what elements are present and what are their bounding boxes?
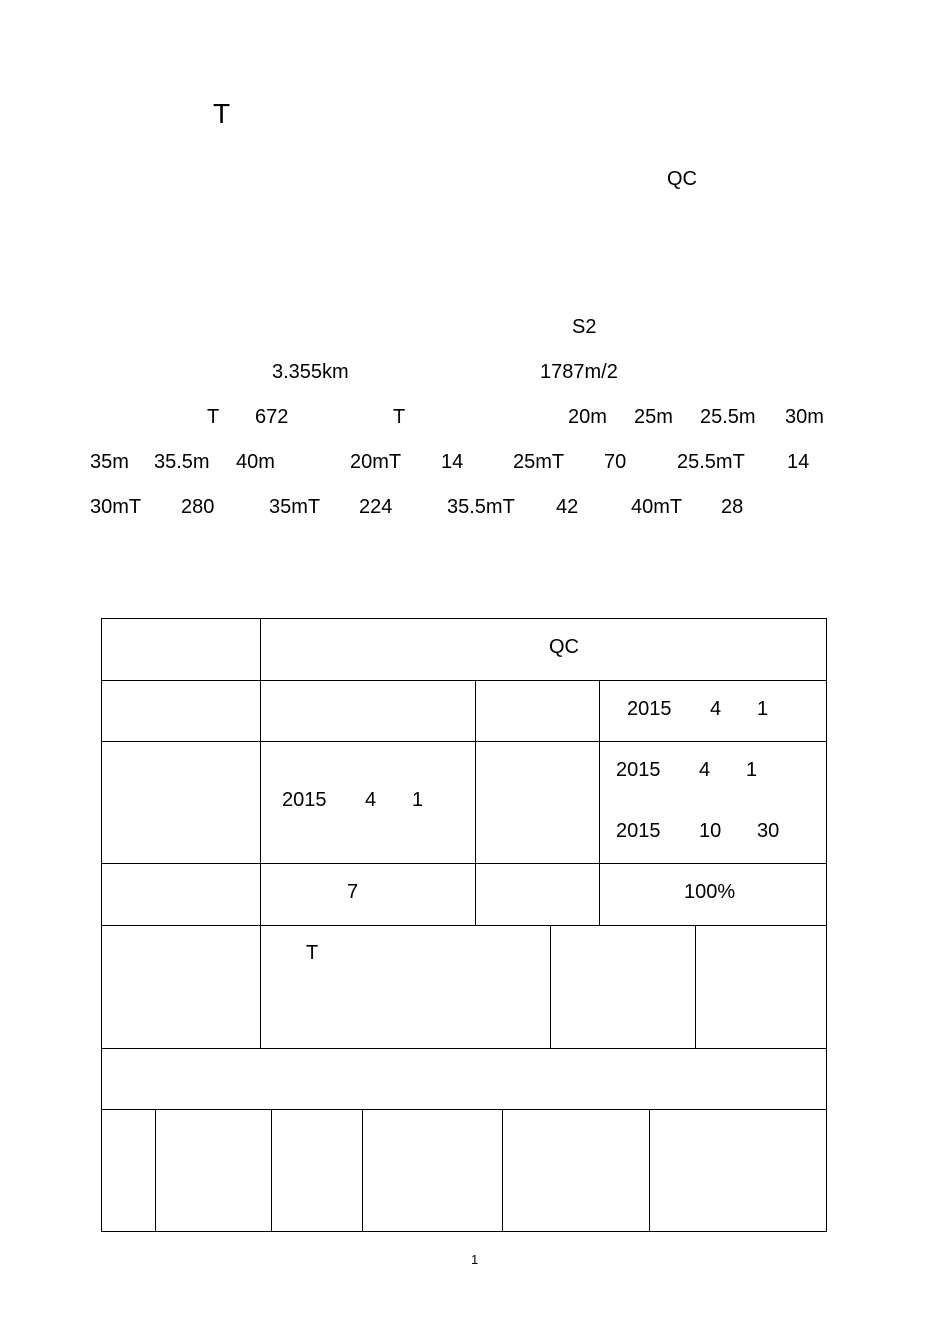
table-border (101, 1231, 827, 1232)
table-cell-percent: 100% (684, 881, 736, 903)
table-cell-date-month: 4 (710, 698, 722, 720)
length-value: 3.355km (272, 361, 349, 383)
body-text: 25.5m (700, 406, 756, 428)
body-text: 25.5mT (677, 451, 745, 473)
table-cell-end-month: 10 (699, 820, 722, 842)
body-text: 14 (787, 451, 810, 473)
table-border (155, 1109, 156, 1231)
table-border (649, 1109, 650, 1231)
table-border (101, 863, 827, 864)
table-cell-date-month: 4 (365, 789, 377, 811)
body-text: 40mT (631, 496, 683, 518)
body-text: 70 (604, 451, 627, 473)
body-text: 25mT (513, 451, 565, 473)
table-border (101, 1109, 827, 1110)
table-border (599, 680, 600, 925)
body-text: 35.5mT (447, 496, 515, 518)
table-border (101, 741, 827, 742)
table-cell-start-year: 2015 (616, 759, 661, 781)
table-cell-start-month: 4 (699, 759, 711, 781)
table-cell-end-year: 2015 (616, 820, 661, 842)
body-text: 20m (568, 406, 607, 428)
table-border (362, 1109, 363, 1231)
page-title: T (213, 98, 231, 129)
body-text: 30mT (90, 496, 142, 518)
table-border (101, 925, 827, 926)
body-text: 28 (721, 496, 744, 518)
table-border (826, 618, 827, 1232)
body-text: 672 (255, 406, 289, 428)
table-cell-date-year: 2015 (282, 789, 327, 811)
table-border (101, 1048, 827, 1049)
table-border (502, 1109, 503, 1231)
table-cell-t: T (306, 942, 319, 964)
table-cell-date-year: 2015 (627, 698, 672, 720)
body-text: 35.5m (154, 451, 210, 473)
body-text: 35mT (269, 496, 321, 518)
section-code: S2 (572, 316, 597, 338)
body-text: 14 (441, 451, 464, 473)
table-border (260, 618, 261, 1048)
table-cell-end-day: 30 (757, 820, 780, 842)
table-border (695, 925, 696, 1048)
body-text: 224 (359, 496, 393, 518)
table-border (550, 925, 551, 1048)
table-cell-date-day: 1 (412, 789, 424, 811)
table-border (101, 680, 827, 681)
area-value: 1787m/2 (540, 361, 618, 383)
qc-heading: QC (667, 168, 697, 190)
body-text: 30m (785, 406, 824, 428)
body-text: 40m (236, 451, 275, 473)
body-text: 42 (556, 496, 579, 518)
body-text: T (207, 406, 220, 428)
table-border (101, 618, 827, 619)
table-cell-start-day: 1 (746, 759, 758, 781)
table-cell-date-day: 1 (757, 698, 769, 720)
table-cell-count: 7 (347, 881, 359, 903)
body-text: 280 (181, 496, 215, 518)
body-text: 20mT (350, 451, 402, 473)
page-number: 1 (471, 1252, 479, 1267)
table-border (475, 680, 476, 925)
body-text: 25m (634, 406, 673, 428)
table-header-qc: QC (549, 636, 579, 658)
table-border (271, 1109, 272, 1231)
body-text: T (393, 406, 406, 428)
body-text: 35m (90, 451, 129, 473)
table-border (101, 618, 102, 1232)
